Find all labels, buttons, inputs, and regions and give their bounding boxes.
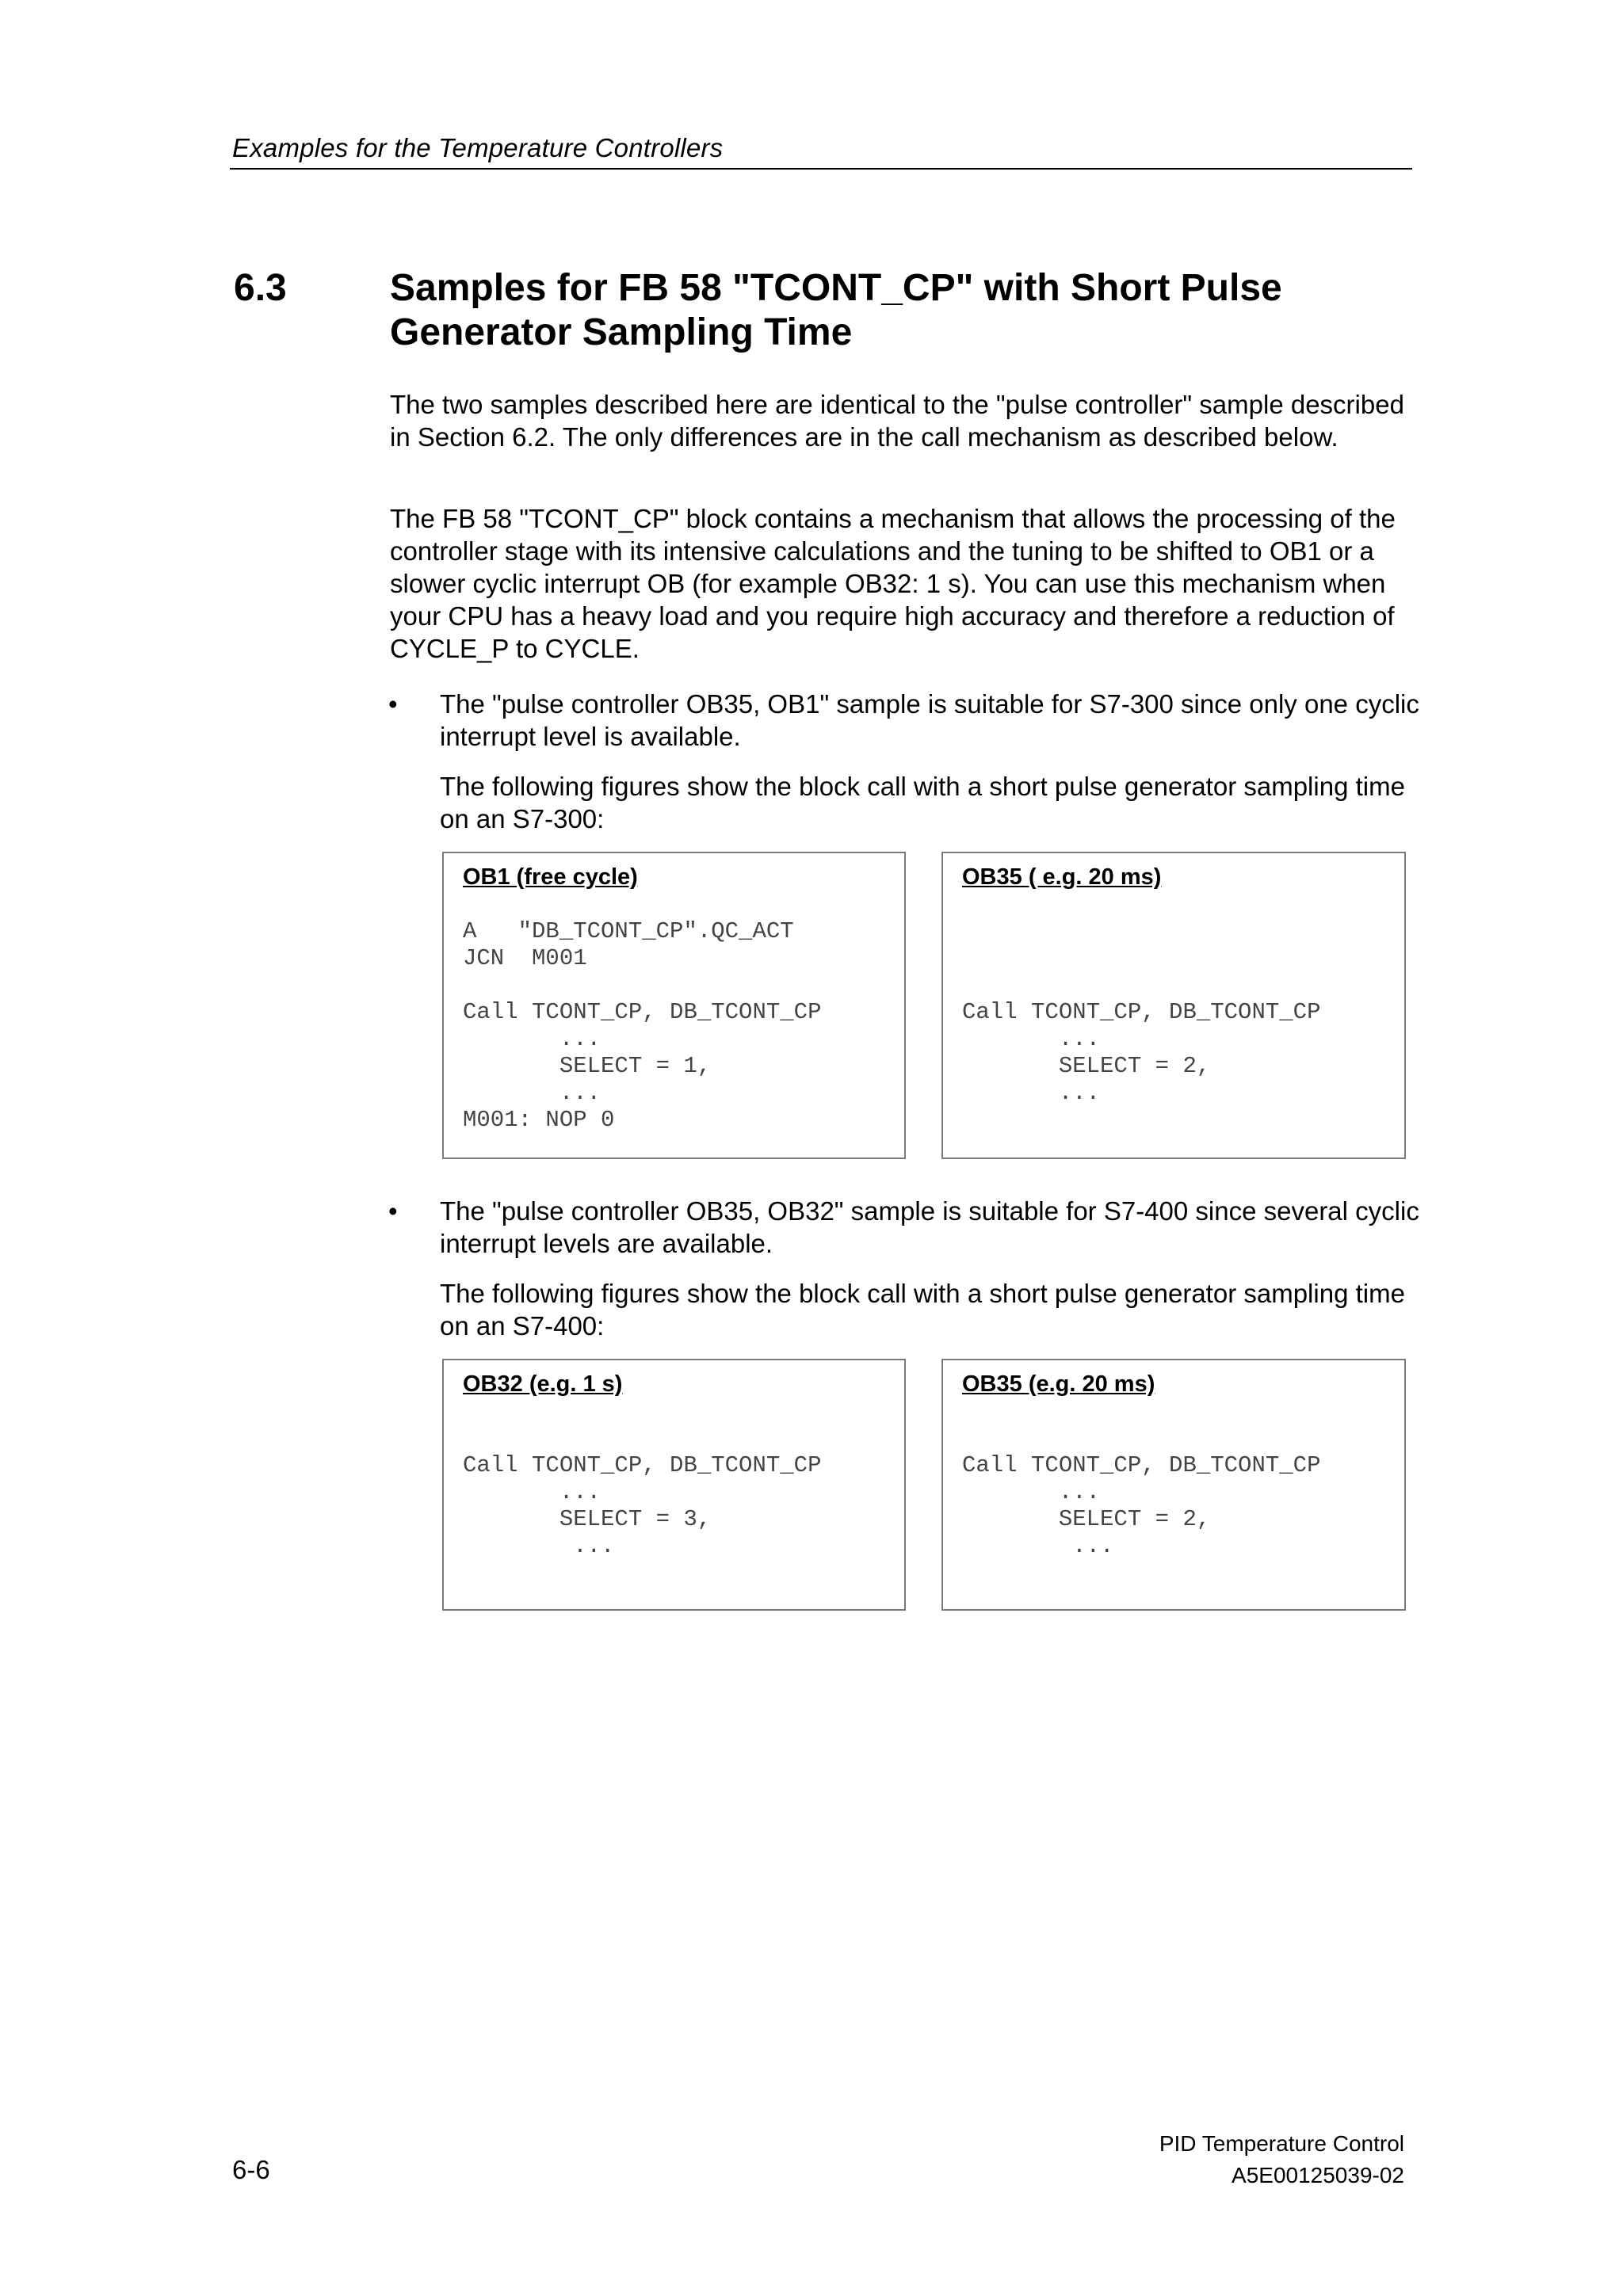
code-box-ob32: [442, 1359, 906, 1611]
code-box-title: OB32 (e.g. 1 s): [463, 1371, 623, 1397]
code-listing: Call TCONT_CP, DB_TCONT_CP ... SELECT = 2, ...: [962, 1452, 1321, 1559]
running-header: Examples for the Temperature Controllers: [232, 133, 724, 162]
code-box-ob1: [442, 852, 906, 1159]
code-listing: A "DB_TCONT_CP".QC_ACT JCN M001 Call TCONT_CP, DB_TCONT_CP ... SELECT = 1, ... M001: NOP 0: [463, 918, 822, 1133]
footer-doc-id: A5E00125039-02: [1232, 2163, 1404, 2187]
section-title: Samples for FB 58 "TCONT_CP" with Short Pulse Generator Sampling Time: [390, 267, 1282, 353]
code-box-title: OB35 (e.g. 20 ms): [962, 1371, 1155, 1397]
code-box-ob35: [941, 852, 1406, 1159]
footer-doc-info: [1159, 2128, 1404, 2191]
mechanism-paragraph: The FB 58 "TCONT_CP" block contains a mechanism that allows the processing of the controller stage with its intensive calculations and the tuning to be shifted to OB1 or a slower cyclic interrupt OB (for example OB32: 1 s). You can use this mechanism when your CPU has a heavy load and you require high accuracy and therefore a reduction of CYCLE_P to CYCLE.: [390, 504, 1396, 663]
code-box-title: OB1 (free cycle): [463, 864, 638, 890]
intro-paragraph: The two samples described here are identical to the "pulse controller" sample described in Section 6.2. The only differences are in the call mechanism as described below.: [390, 390, 1404, 452]
footer-doc-title: PID Temperature Control: [1159, 2131, 1404, 2156]
page-number: 6-6: [232, 2155, 270, 2184]
figure-intro-s7-300: The following figures show the block call with a short pulse generator sampling time on an S7-300:: [440, 772, 1405, 833]
code-box-ob35-s7-400: [941, 1359, 1406, 1611]
code-listing: Call TCONT_CP, DB_TCONT_CP ... SELECT = 2, ...: [962, 999, 1321, 1106]
figure-intro-s7-400: The following figures show the block call with a short pulse generator sampling time on an S7-400:: [440, 1279, 1405, 1341]
code-listing: Call TCONT_CP, DB_TCONT_CP ... SELECT = 3, ...: [463, 1452, 822, 1559]
bullet-marker: •: [388, 1196, 398, 1226]
header-rule: [230, 168, 1412, 170]
bullet-text-s7-300: The "pulse controller OB35, OB1" sample is suitable for S7-300 since only one cyclic interrupt level is available.: [440, 689, 1419, 751]
section-number: 6.3: [234, 267, 287, 309]
code-box-title: OB35 ( e.g. 20 ms): [962, 864, 1162, 890]
bullet-marker: •: [388, 689, 398, 719]
bullet-text-s7-400: The "pulse controller OB35, OB32" sample is suitable for S7-400 since several cyclic interrupt levels are available.: [440, 1196, 1419, 1258]
